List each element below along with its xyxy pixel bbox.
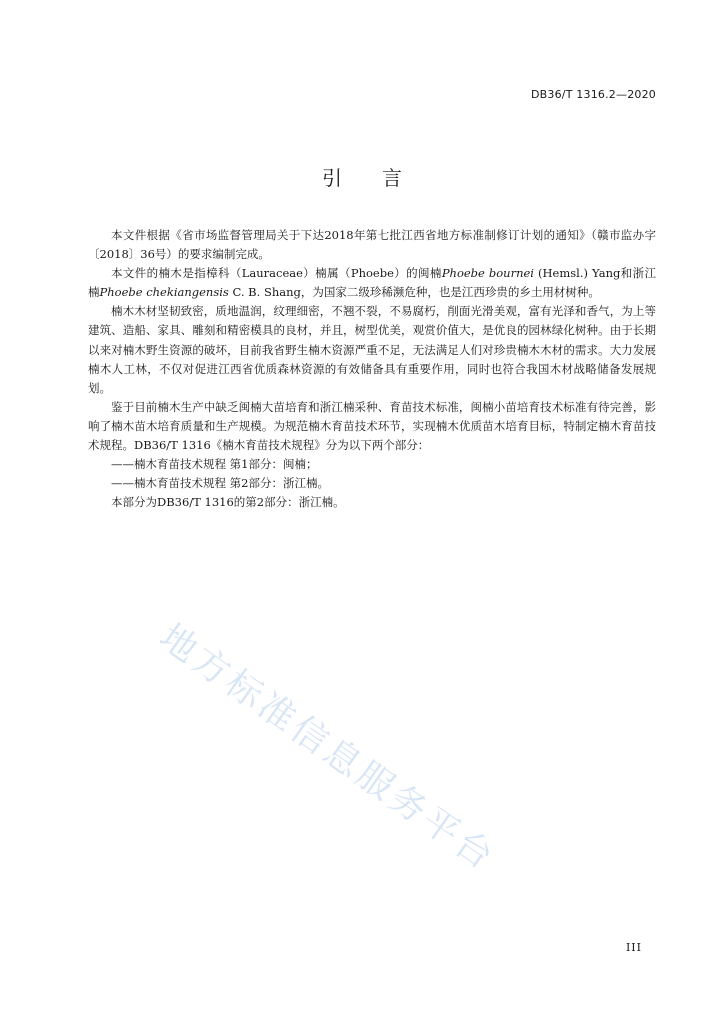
title-char-1: 引 xyxy=(322,166,342,190)
document-code: DB36/T 1316.2—2020 xyxy=(530,88,656,101)
document-body xyxy=(88,226,656,512)
paragraph-2 xyxy=(88,264,656,302)
paragraph-3: 楠木木材坚韧致密，质地温润，纹理细密，不翘不裂，不易腐朽，削面光滑美观，富有光泽和香气，为上等建筑、造船、家具、雕刻和精密模具的良材，并且，树型优美，观赏价值大，是优良的园林绿化树种。由于长期以来对楠木野生资源的破坏，目前我省野生楠木资源严重不足，无法满足人们对珍贵楠木木材的需求。大力发展楠木人工林，不仅对促进江西省优质森林资源的有效储备具有重要作用，同时也符合我国木材战略储备发展规划。 xyxy=(88,304,656,395)
latin-name-phoebe-bournei: Phoebe bournei xyxy=(441,266,534,281)
page-number: III xyxy=(625,941,642,954)
paragraph-2-text-b: (Hemsl.) Yang和浙江楠 xyxy=(88,266,656,300)
paragraph-7: 本部分为DB36/T 1316的第2部分：浙江楠。 xyxy=(111,495,345,510)
paragraph-5: ——楠木育苗技术规程 第1部分：闽楠； xyxy=(111,457,318,472)
paragraph-4: 鉴于目前楠木生产中缺乏闽楠大苗培育和浙江楠采种、育苗技术标准，闽楠小苗培育技术标准有待完善，影响了楠木苗木培育质量和生产规模。为规范楠木育苗技术环节，实现楠木优质苗木培育目标，特制定楠木育苗技术规程。DB36/T 1316《楠木育苗技术规程》分为以下两个部分： xyxy=(88,399,656,453)
paragraph-2-text-c: C. B. Shang，为国家二级珍稀濒危种，也是江西珍贵的乡土用材树种。 xyxy=(228,285,600,300)
page-title xyxy=(0,162,724,191)
paragraph-1: 本文件根据《省市场监督管理局关于下达2018年第七批江西省地方标准制修订计划的通知》（赣市监办字〔2018〕36号）的要求编制完成。 xyxy=(88,228,656,262)
latin-name-phoebe-chekiangensis: Phoebe chekiangensis xyxy=(99,285,229,300)
title-char-2: 言 xyxy=(382,166,402,190)
paragraph-6: ——楠木育苗技术规程 第2部分：浙江楠。 xyxy=(111,476,329,491)
watermark: 地方标准信息服务平台 xyxy=(151,616,504,880)
paragraph-2-text-a: 本文件的楠木是指樟科（Lauraceae）楠属（Phoebe）的闽楠 xyxy=(111,266,442,281)
